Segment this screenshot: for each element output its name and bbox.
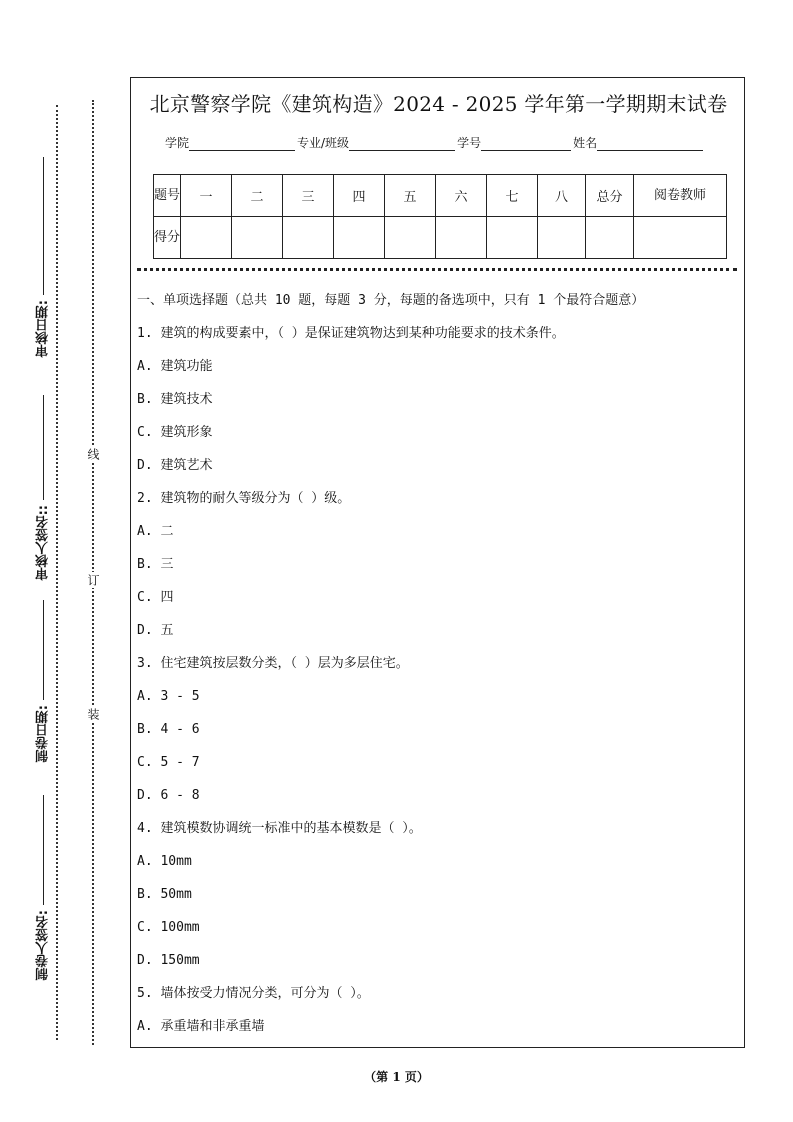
column-header-grader: 阅卷教师 [634, 175, 727, 217]
option-line: B. 建筑技术 [137, 392, 213, 407]
option-line: A. 10mm [137, 854, 192, 869]
page-number: （第 1 页） [364, 1070, 429, 1084]
column-header: 五 [385, 175, 436, 217]
option-line: C. 四 [137, 590, 174, 605]
binding-word-line: 线 [86, 448, 100, 460]
option-line: A. 3 - 5 [137, 689, 200, 704]
field-student-id-label: 学号 [457, 136, 482, 150]
option-line: C. 建筑形象 [137, 425, 213, 440]
option-line: B. 50mm [137, 887, 192, 902]
score-cell[interactable] [181, 217, 232, 259]
score-cell[interactable] [334, 217, 385, 259]
outer-dotted-line [56, 105, 58, 1040]
reviewer-date-line [43, 157, 44, 295]
binding-word-zhuang: 装 [86, 708, 100, 720]
column-header: 一 [181, 175, 232, 217]
score-cell[interactable] [385, 217, 436, 259]
maker-date-line [43, 600, 44, 700]
column-header-total: 总分 [586, 175, 634, 217]
score-cell[interactable] [487, 217, 538, 259]
option-line: B. 三 [137, 557, 174, 572]
binding-word-ding: 订 [86, 574, 100, 586]
column-header: 六 [436, 175, 487, 217]
reviewer-signature-line [43, 395, 44, 500]
option-line: D. 6 - 8 [137, 788, 200, 803]
score-cell-grader[interactable] [634, 217, 727, 259]
score-cell-total[interactable] [586, 217, 634, 259]
column-header: 七 [487, 175, 538, 217]
question-content [137, 290, 737, 1049]
option-line: A. 建筑功能 [137, 359, 213, 374]
field-student-id-blank[interactable] [481, 137, 571, 151]
maker-signature-label: 制卷人签名: [36, 910, 51, 981]
question-line: 5. 墙体按受力情况分类，可分为（ ）。 [137, 986, 370, 1001]
option-line: C. 5 - 7 [137, 755, 200, 770]
score-cell[interactable] [538, 217, 586, 259]
question-line: 2. 建筑物的耐久等级分为（ ）级。 [137, 491, 351, 506]
score-table-score-row [154, 217, 727, 259]
field-name-label: 姓名 [573, 136, 598, 150]
maker-signature-line [43, 795, 44, 905]
option-line: D. 150mm [137, 953, 200, 968]
option-line: D. 五 [137, 623, 174, 638]
reviewer-date-label: 审核日期: [36, 300, 51, 358]
field-college-label: 学院 [165, 136, 190, 150]
column-header: 八 [538, 175, 586, 217]
dotted-separator [137, 268, 737, 271]
field-major-blank[interactable] [349, 137, 455, 151]
student-info-row [165, 134, 705, 151]
field-name-blank[interactable] [597, 137, 703, 151]
option-line: A. 承重墙和非承重墙 [137, 1019, 265, 1034]
score-table-header-row [154, 175, 727, 217]
question-line: 1. 建筑的构成要素中，（ ）是保证建筑物达到某种功能要求的技术条件。 [137, 326, 565, 341]
question-line: 3. 住宅建筑按层数分类，（ ）层为多层住宅。 [137, 656, 409, 671]
column-header: 二 [232, 175, 283, 217]
row-label-score: 得分 [154, 217, 181, 259]
row-label-question-no: 题号 [154, 175, 181, 217]
score-table [153, 174, 727, 259]
option-line: C. 100mm [137, 920, 200, 935]
exam-title: 北京警察学院《建筑构造》2024 - 2025 学年第一学期期末试卷 [149, 92, 728, 116]
score-cell[interactable] [283, 217, 334, 259]
column-header: 四 [334, 175, 385, 217]
reviewer-signature-label: 审核人签名:: [36, 505, 51, 581]
section-title: 一、单项选择题（总共 10 题，每题 3 分，每题的备选项中，只有 1 个最符合题意） [137, 293, 645, 308]
option-line: B. 4 - 6 [137, 722, 200, 737]
score-cell[interactable] [232, 217, 283, 259]
exam-frame [130, 77, 745, 1048]
maker-date-label: 制卷日期: [36, 705, 51, 763]
question-line: 4. 建筑模数协调统一标准中的基本模数是（ ）。 [137, 821, 422, 836]
option-line: A. 二 [137, 524, 174, 539]
column-header: 三 [283, 175, 334, 217]
option-line: D. 建筑艺术 [137, 458, 213, 473]
field-major-label: 专业/班级 [297, 136, 350, 150]
score-cell[interactable] [436, 217, 487, 259]
field-college-blank[interactable] [189, 137, 295, 151]
